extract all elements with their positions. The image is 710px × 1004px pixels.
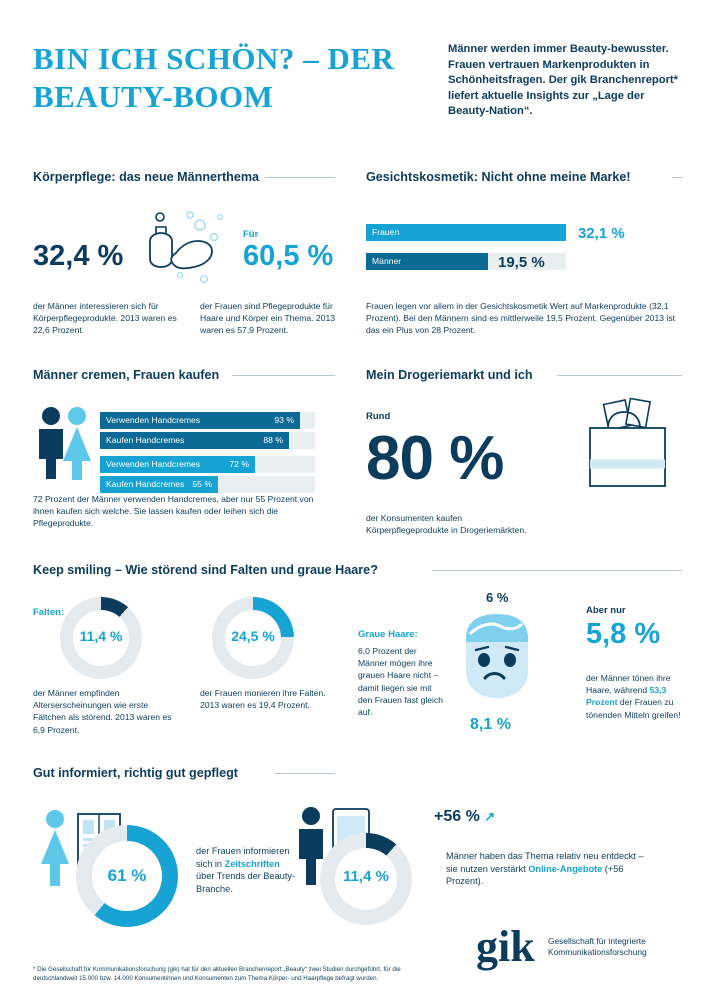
bar-fill-maenner-kaufen bbox=[100, 476, 218, 493]
section-heading-drogeriemarkt: Mein Drogeriemarkt und ich bbox=[366, 368, 533, 382]
section-heading-keep-smiling: Keep smiling – Wie störend sind Falten und graue Haare? bbox=[33, 563, 378, 577]
donut-value-zeitschriften: 61 % bbox=[107, 866, 147, 885]
divider bbox=[265, 177, 335, 178]
note-toenen bbox=[586, 672, 686, 721]
section-heading-koerperpflege: Körperpflege: das neue Männerthema bbox=[33, 170, 260, 184]
bar-value: 93 % bbox=[274, 415, 294, 425]
bar-label: Verwenden Handcremes bbox=[106, 415, 201, 425]
note-zeitschriften bbox=[196, 845, 296, 895]
footnote: * Die Gesellschaft für Kommunikationsforschung (gik) hat für den aktuellen Branchenreport „Beauty“ zwei Studien durchgeführt, für die deutschlandweit 15.000 bzw. 14.000 Konsumentinnen und Konsumenten zum Thema Körper- und Haarpflege befragt wurden. bbox=[33, 966, 401, 982]
couple-icon bbox=[33, 405, 95, 480]
bar-label: Kaufen Handcremes bbox=[106, 435, 185, 445]
note-zeitschriften-part1: der Frauen informieren sich in bbox=[196, 846, 290, 869]
bar-value-frauen: 32,1 % bbox=[578, 225, 625, 242]
shopping-bag-icon bbox=[570, 398, 680, 493]
label-aber-nur: Aber nur bbox=[586, 605, 626, 616]
bar-value-maenner: 19,5 % bbox=[498, 254, 545, 271]
divider bbox=[432, 570, 682, 571]
note-online-highlight: Online-Angebote bbox=[528, 863, 603, 874]
bar-label: Verwenden Handcremes bbox=[106, 459, 201, 469]
note-men-bodycare: der Männer interessieren sich für Körperpflegeprodukte. 2013 waren es 22,6 Prozent. bbox=[33, 301, 177, 336]
label-falten: Falten: bbox=[33, 607, 65, 618]
stat-graue-haare-frauen: 8,1 % bbox=[470, 716, 511, 733]
bar-value: 55 % bbox=[192, 479, 212, 489]
stat-men-bodycare: 32,4 % bbox=[33, 240, 124, 272]
arrow-up-icon: ↗ bbox=[484, 809, 496, 824]
section-heading-gesichtskosmetik: Gesichtskosmetik: Nicht ohne meine Marke! bbox=[366, 170, 631, 184]
note-online-angebote bbox=[446, 850, 656, 888]
bar-label-frauen: Frauen bbox=[372, 227, 400, 237]
note-online-part2: (+56 Prozent). bbox=[446, 863, 624, 887]
note-zeitschriften-highlight: Zeitschriften bbox=[224, 858, 280, 869]
sad-face-icon bbox=[452, 608, 542, 708]
bar-fill-maenner-verwenden bbox=[100, 456, 255, 473]
label-graue-haare: Graue Haare: bbox=[358, 629, 418, 640]
bar-fill-maenner bbox=[366, 253, 488, 270]
stat-graue-haare-maenner: 6 % bbox=[486, 590, 509, 605]
logo: gik bbox=[476, 922, 535, 971]
note-graue-haare: 6,0 Prozent der Männer mögen ihre grauen Haare nicht – damit liegen sie mit den Frauen fast gleich auf. bbox=[358, 646, 444, 718]
divider bbox=[232, 375, 335, 376]
note-maenner-cremen: 72 Prozent der Männer verwenden Handcremes, aber nur 55 Prozent von ihnen kaufen sich welche. Sie lassen kaufen oder leihen sich die Pflegeprodukte. bbox=[33, 494, 314, 529]
note-gesichtskosmetik: Frauen legen vor allem in der Gesichtskosmetik Wert auf Markenprodukte (32,1 Prozent). Bei den Männern sind es mittlerweile 19,5 Prozent. Gegenüber 2013 ist das ein Plus von 28 Prozent. bbox=[366, 301, 676, 336]
section-heading-maenner-cremen: Männer cremen, Frauen kaufen bbox=[33, 368, 220, 382]
divider bbox=[557, 375, 682, 376]
donut-value-online-angebote: 11,4 % bbox=[343, 868, 389, 885]
bar-value: 72 % bbox=[229, 459, 249, 469]
label-rund: Rund bbox=[366, 411, 391, 422]
note-drogeriemarkt: der Konsumenten kaufen Körperpflegeprodukte in Drogeriemärkten. bbox=[366, 513, 527, 536]
divider bbox=[672, 177, 682, 178]
note-toenen-highlight: 53,3 Prozent bbox=[586, 685, 667, 708]
bar-label-maenner: Männer bbox=[372, 256, 402, 266]
soap-hand-icon bbox=[140, 205, 235, 290]
donut-value-falten-maenner: 11,4 % bbox=[79, 628, 123, 644]
divider bbox=[275, 773, 335, 774]
stat-women-bodycare: 60,5 % bbox=[243, 240, 334, 272]
stat-plus-56 bbox=[434, 808, 495, 826]
note-falten-maenner: der Männer empfinden Alterserscheinungen wie erste Fältchen als störend. 2013 waren es 6,9 Prozent. bbox=[33, 688, 172, 735]
donut-value-falten-frauen: 24,5 % bbox=[231, 628, 275, 644]
intro-text: Männer werden immer Beauty-bewusster. Frauen vertrauen Markenprodukten in Schönheitsfragen. Der gik Branchenreport* liefert aktuelle Insights zur „Lage der Beauty-Nation“. bbox=[448, 43, 679, 118]
bar-value: 88 % bbox=[263, 435, 283, 445]
stat-plus-value: +56 % bbox=[434, 808, 480, 825]
note-toenen-part1: der Männer tönen ihre Haare, während bbox=[586, 673, 671, 696]
stat-drogeriemarkt: 80 % bbox=[366, 424, 504, 493]
bar-fill-frauen-kaufen bbox=[100, 432, 289, 449]
bar-fill-frauen bbox=[366, 224, 566, 241]
note-falten-frauen: der Frauen monieren ihre Falten. 2013 waren es 19,4 Prozent. bbox=[200, 688, 326, 711]
note-zeitschriften-part2: über Trends der Beauty-Branche. bbox=[196, 871, 296, 894]
section-heading-gut-informiert: Gut informiert, richtig gut gepflegt bbox=[33, 766, 238, 780]
note-women-bodycare: der Frauen sind Pflegeprodukte für Haare und Körper ein Thema. 2013 waren es 57,9 Prozent. bbox=[200, 301, 336, 336]
logo-text: Gesellschaft für integrierte Kommunikationsforschung bbox=[548, 936, 647, 957]
page-title: BIN ICH SCHÖN? – DER BEAUTY-BOOM bbox=[33, 41, 395, 114]
bar-fill-frauen-verwenden bbox=[100, 412, 300, 429]
label-fuer: Für bbox=[243, 229, 259, 240]
note-toenen-part2: der Frauen zu tönenden Mitteln greifen! bbox=[586, 697, 681, 720]
stat-toenen: 5,8 % bbox=[586, 618, 661, 650]
note-online-part1: Männer haben das Thema relativ neu entdeckt – sie nutzen verstärkt bbox=[446, 851, 644, 874]
bar-label: Kaufen Handcremes bbox=[106, 479, 185, 489]
